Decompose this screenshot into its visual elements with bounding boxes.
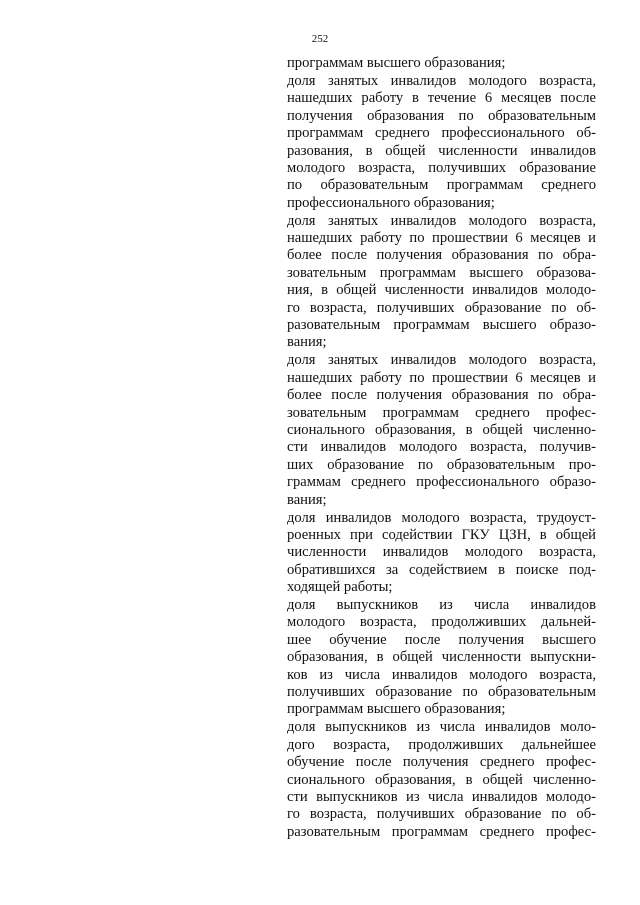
- text-line: получивших образование по образовательным: [287, 684, 596, 701]
- text-line: ния, в общей численности инвалидов молодо-: [287, 282, 596, 299]
- paragraph-1: [287, 55, 596, 72]
- text-line: разования, в общей численности инвалидов: [287, 142, 596, 159]
- text-line: доля занятых инвалидов молодого возраста,: [287, 352, 596, 369]
- text-line: доля инвалидов молодого возраста, трудоуст-: [287, 509, 596, 526]
- document-body: [287, 55, 596, 842]
- text-line: нашедших работу по прошествии 6 месяцев и: [287, 230, 596, 247]
- text-line: доля выпускников из числа инвалидов: [287, 597, 596, 614]
- text-line: сионального образования, в общей численно-: [287, 771, 596, 788]
- text-line: разовательным программам среднего профес-: [287, 823, 596, 840]
- paragraph-6: [287, 597, 596, 719]
- paragraph-2: [287, 73, 596, 212]
- text-line: доля выпускников из числа инвалидов моло-: [287, 719, 596, 736]
- text-line: обратившихся за содействием в поиске под-: [287, 561, 596, 578]
- paragraph-4: [287, 352, 596, 509]
- text-line: вания;: [287, 491, 327, 508]
- text-line: доля занятых инвалидов молодого возраста,: [287, 72, 596, 89]
- text-line: более после получения образования по обра-: [287, 247, 596, 264]
- text-line: более после получения образования по обра-: [287, 387, 596, 404]
- text-line: молодого возраста, продолживших дальней-: [287, 614, 596, 631]
- text-line: получения образования по образовательным: [287, 107, 596, 124]
- text-line: сионального образования, в общей численно-: [287, 421, 596, 438]
- text-line: программам среднего профессионального об-: [287, 125, 596, 142]
- text-line: ших образование по образовательным про-: [287, 456, 596, 473]
- text-line: ходящей работы;: [287, 579, 393, 596]
- text-line: го возраста, получивших образование по об-: [287, 299, 596, 316]
- text-line: разовательным программам высшего образо-: [287, 317, 596, 334]
- text-line: зовательным программам высшего образова-: [287, 264, 596, 281]
- text-line: программам высшего образования;: [287, 701, 506, 718]
- text-line: шее обучение после получения высшего: [287, 631, 596, 648]
- paragraph-5: [287, 510, 596, 597]
- text-line: нашедших работу по прошествии 6 месяцев и: [287, 369, 596, 386]
- text-line: зовательным программам среднего профес-: [287, 404, 596, 421]
- text-line: по образовательным программам среднего: [287, 177, 596, 194]
- text-line: го возраста, получивших образование по об-: [287, 806, 596, 823]
- text-line: обучение после получения среднего профес-: [287, 754, 596, 771]
- text-line: вания;: [287, 334, 327, 351]
- text-line: численности инвалидов молодого возраста,: [287, 544, 596, 561]
- text-line: профессионального образования;: [287, 194, 495, 211]
- text-line: сти инвалидов молодого возраста, получив-: [287, 439, 596, 456]
- text-line: нашедших работу в течение 6 месяцев после: [287, 90, 596, 107]
- text-line: молодого возраста, получивших образование: [287, 159, 596, 176]
- text-line: граммам среднего профессионального образо-: [287, 474, 596, 491]
- text-line: дого возраста, продолживших дальнейшее: [287, 736, 596, 753]
- page-number: 252: [311, 33, 329, 45]
- text-line: программам высшего образования;: [287, 55, 506, 71]
- paragraph-7: [287, 719, 596, 841]
- text-line: ков из числа инвалидов молодого возраста,: [287, 666, 596, 683]
- text-line: образования, в общей численности выпускни-: [287, 649, 596, 666]
- paragraph-3: [287, 213, 596, 352]
- text-line: роенных при содействии ГКУ ЦЗН, в общей: [287, 526, 596, 543]
- text-line: доля занятых инвалидов молодого возраста,: [287, 212, 596, 229]
- text-line: сти выпускников из числа инвалидов молодо-: [287, 788, 596, 805]
